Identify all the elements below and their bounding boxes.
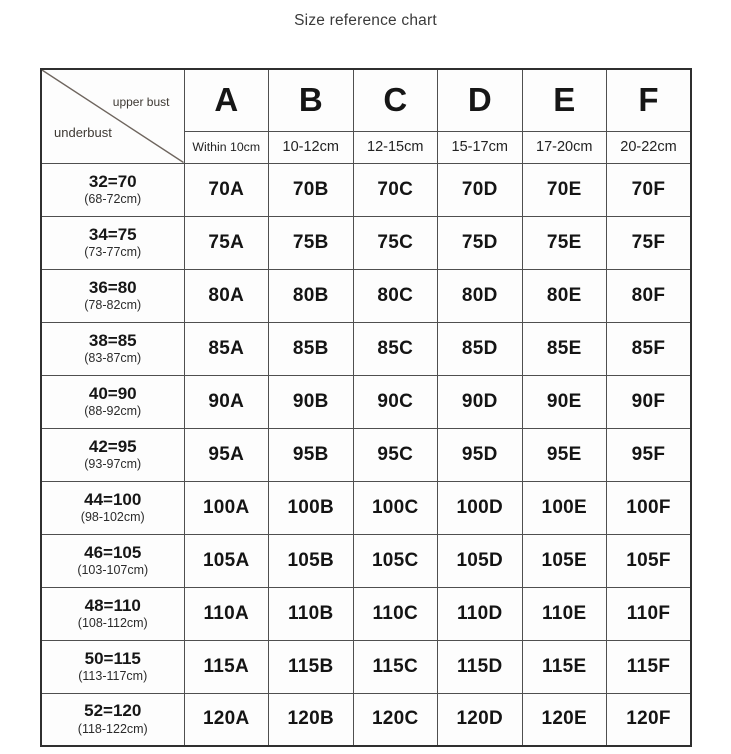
bra-size-cell: 105C (353, 534, 438, 587)
underbust-row-header (41, 216, 184, 269)
underbust-range-label: (68-72cm) (84, 192, 142, 207)
table-row (41, 375, 691, 428)
underbust-size-label: 34=75 (88, 224, 137, 244)
bust-difference-A: Within 10cm (184, 131, 269, 163)
underbust-range-label: (83-87cm) (84, 351, 142, 366)
bra-size-cell: 85F (607, 322, 692, 375)
table-row (41, 269, 691, 322)
bra-size-cell: 115B (269, 640, 354, 693)
underbust-row-header (41, 481, 184, 534)
underbust-range-label: (73-77cm) (84, 245, 142, 260)
bust-difference-F: 20-22cm (607, 131, 692, 163)
bra-size-cell: 110D (438, 587, 523, 640)
bra-size-cell: 80F (607, 269, 692, 322)
bust-difference-B: 10-12cm (269, 131, 354, 163)
bra-size-cell: 115C (353, 640, 438, 693)
bra-size-cell: 110F (607, 587, 692, 640)
cup-letter-row (41, 69, 691, 131)
bra-size-cell: 85D (438, 322, 523, 375)
bra-size-cell: 100E (522, 481, 607, 534)
table-row (41, 587, 691, 640)
underbust-row-header (41, 587, 184, 640)
underbust-size-label: 36=80 (88, 277, 137, 297)
underbust-row-header (41, 163, 184, 216)
underbust-size-label: 44=100 (84, 489, 142, 509)
underbust-row-header (41, 322, 184, 375)
cup-column-header-E: E (522, 69, 607, 131)
underbust-size-label: 48=110 (84, 595, 141, 615)
underbust-range-label: (93-97cm) (84, 457, 142, 472)
bra-size-cell: 95E (522, 428, 607, 481)
bra-size-cell: 120F (607, 693, 692, 746)
bra-size-cell: 110A (184, 587, 269, 640)
bra-size-cell: 100A (184, 481, 269, 534)
bra-size-cell: 100B (269, 481, 354, 534)
underbust-range-label: (118-122cm) (77, 722, 148, 737)
bra-size-cell: 105E (522, 534, 607, 587)
cup-column-header-C: C (353, 69, 438, 131)
cup-column-header-F: F (607, 69, 692, 131)
underbust-range-label: (108-112cm) (77, 616, 148, 631)
bra-size-cell: 120C (353, 693, 438, 746)
table-body (41, 163, 691, 746)
bra-size-cell: 100C (353, 481, 438, 534)
underbust-row-header (41, 269, 184, 322)
table-row (41, 640, 691, 693)
bra-size-cell: 115A (184, 640, 269, 693)
bust-difference-C: 12-15cm (353, 131, 438, 163)
cup-column-header-A: A (184, 69, 269, 131)
bra-size-cell: 90C (353, 375, 438, 428)
bra-size-cell: 80A (184, 269, 269, 322)
underbust-range-label: (88-92cm) (84, 404, 142, 419)
bra-size-cell: 85A (184, 322, 269, 375)
bra-size-cell: 85B (269, 322, 354, 375)
bra-size-cell: 75A (184, 216, 269, 269)
underbust-size-label: 42=95 (88, 436, 137, 456)
underbust-row-header (41, 693, 184, 746)
size-reference-table (40, 68, 692, 747)
bra-size-cell: 105B (269, 534, 354, 587)
bra-size-cell: 70E (522, 163, 607, 216)
page-title: Size reference chart (294, 12, 437, 29)
bra-size-cell: 95A (184, 428, 269, 481)
bra-size-cell: 80C (353, 269, 438, 322)
bra-size-cell: 80E (522, 269, 607, 322)
bra-size-cell: 95C (353, 428, 438, 481)
bra-size-cell: 90F (607, 375, 692, 428)
bra-size-cell: 120E (522, 693, 607, 746)
table-row (41, 322, 691, 375)
underbust-range-label: (113-117cm) (78, 669, 148, 684)
bra-size-cell: 105F (607, 534, 692, 587)
bra-size-cell: 100D (438, 481, 523, 534)
underbust-row-header (41, 534, 184, 587)
underbust-size-label: 40=90 (88, 383, 137, 403)
bra-size-cell: 105D (438, 534, 523, 587)
bra-size-cell: 95F (607, 428, 692, 481)
underbust-row-header (41, 375, 184, 428)
bra-size-cell: 85C (353, 322, 438, 375)
underbust-size-label: 38=85 (88, 330, 137, 350)
bra-size-cell: 75B (269, 216, 354, 269)
bra-size-cell: 90B (269, 375, 354, 428)
bra-size-cell: 95D (438, 428, 523, 481)
bra-size-cell: 120A (184, 693, 269, 746)
table-row (41, 428, 691, 481)
underbust-range-label: (78-82cm) (84, 298, 142, 313)
bra-size-cell: 95B (269, 428, 354, 481)
table-row (41, 693, 691, 746)
diagonal-line (42, 70, 184, 163)
bra-size-cell: 90E (522, 375, 607, 428)
corner-label-underbust: underbust (54, 124, 112, 140)
table-row (41, 534, 691, 587)
table-row (41, 163, 691, 216)
bust-difference-D: 15-17cm (438, 131, 523, 163)
bra-size-cell: 105A (184, 534, 269, 587)
bra-size-cell: 80B (269, 269, 354, 322)
underbust-size-label: 32=70 (88, 171, 137, 191)
bra-size-cell: 115D (438, 640, 523, 693)
bra-size-cell: 70D (438, 163, 523, 216)
bra-size-cell: 70A (184, 163, 269, 216)
bra-size-cell: 115F (607, 640, 692, 693)
bra-size-cell: 80D (438, 269, 523, 322)
underbust-size-label: 50=115 (84, 648, 141, 668)
bra-size-cell: 110C (353, 587, 438, 640)
bra-size-cell: 70C (353, 163, 438, 216)
bra-size-cell: 75F (607, 216, 692, 269)
bra-size-cell: 70B (269, 163, 354, 216)
bra-size-cell: 85E (522, 322, 607, 375)
underbust-row-header (41, 428, 184, 481)
underbust-range-label: (98-102cm) (80, 510, 145, 525)
underbust-size-label: 46=105 (84, 542, 142, 562)
underbust-row-header (41, 640, 184, 693)
bra-size-cell: 75E (522, 216, 607, 269)
table-header (41, 69, 691, 163)
underbust-range-label: (103-107cm) (77, 563, 149, 578)
bra-size-cell: 100F (607, 481, 692, 534)
table-row (41, 216, 691, 269)
bra-size-cell: 75D (438, 216, 523, 269)
bra-size-cell: 110E (522, 587, 607, 640)
cup-column-header-B: B (269, 69, 354, 131)
bra-size-cell: 90D (438, 375, 523, 428)
table-row (41, 481, 691, 534)
bra-size-cell: 70F (607, 163, 692, 216)
underbust-size-label: 52=120 (84, 701, 142, 721)
bra-size-cell: 75C (353, 216, 438, 269)
bra-size-cell: 110B (269, 587, 354, 640)
bra-size-cell: 90A (184, 375, 269, 428)
corner-header-cell (41, 69, 184, 163)
bra-size-cell: 120D (438, 693, 523, 746)
corner-label-upper-bust: upper bust (112, 95, 170, 109)
bust-difference-E: 17-20cm (522, 131, 607, 163)
bra-size-cell: 115E (522, 640, 607, 693)
cup-column-header-D: D (438, 69, 523, 131)
bra-size-cell: 120B (269, 693, 354, 746)
